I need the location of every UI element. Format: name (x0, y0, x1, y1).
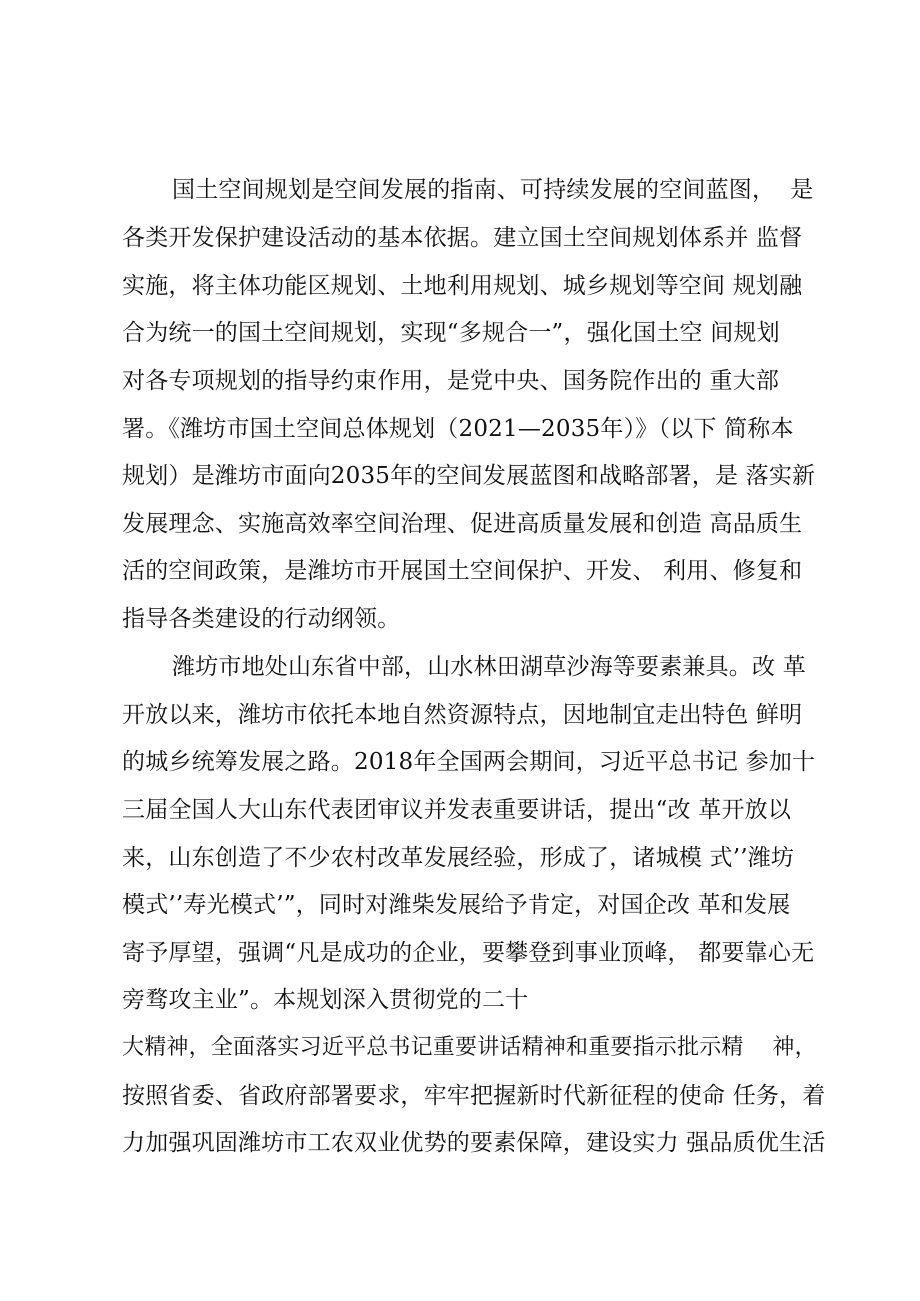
paragraph-2-line-2: 开放以来，潍坊市依托本地自然资源特点，因地制宜走出特色 鲜明 (122, 702, 803, 728)
paragraph-1-line-4: 合为统一的国土空间规划，实现“多规合一”，强化国土空 间规划 (122, 320, 780, 346)
paragraph-2-line-7: 寄予厚望，强调“凡是成功的企业，要攀登到事业顶峰， 都要靠心无 (122, 940, 815, 966)
paragraph-2-line-5: 来，山东创造了不少农村改革发展经验，形成了，诸城模 式’’潍坊 (122, 845, 795, 871)
paragraph-1-line-10: 指导各类建设的行动纲领。 (122, 606, 401, 632)
paragraph-1-line-9: 活的空间政策，是潍坊市开展国土空间保护、开发、 利用、修复和 (122, 558, 803, 584)
paragraph-2-line-10: 按照省委、省政府部署要求，牢牢把握新时代新征程的使命 任务，着 (122, 1083, 826, 1109)
paragraph-2-line-9: 大精神，全面落实习近平总书记重要讲话精神和重要指示批示精 神， (122, 1035, 817, 1060)
paragraph-2-line-6: 模式’’寿光模式’”，同时对潍柴发展给予肯定，对国企改 革和发展 (122, 892, 791, 918)
paragraph-1-line-2: 各类开发保护建设活动的基本依据。建立国土空间规划体系并 监督 (122, 225, 803, 251)
paragraph-1-line-5: 对各专项规划的指导约束作用，是党中央、国务院作出的 重大部 (122, 368, 780, 394)
paragraph-2-line-11: 力加强巩固潍坊市工农双业优势的要素保障，建设实力 强品质优生活 (122, 1130, 826, 1156)
paragraph-2-line-8: 旁骛攻主业”。本规划深入贯彻党的二十 (122, 987, 529, 1013)
paragraph-1-line-8: 发展理念、实施高效率空间治理、促进高质量发展和创造 高品质生 (122, 511, 803, 537)
paragraph-1-line-6: 署。《潍坊市国土空间总体规划（2021—2035年）》（以下 简称本 (122, 416, 794, 442)
paragraph-1-line-3: 实施，将主体功能区规划、土地利用规划、城乡规划等空间 规划融 (122, 273, 803, 299)
paragraph-2-line-1: 潍坊市地处山东省中部，山水林田湖草沙海等要素兼具。改 革 (172, 654, 806, 680)
paragraph-1-line-7: 规划）是潍坊市面向2035年的空间发展蓝图和战略部署，是 落实新 (122, 463, 816, 489)
paragraph-1-line-1: 国土空间规划是空间发展的指南、可持续发展的空间蓝图， 是 (172, 177, 814, 203)
paragraph-2-line-4: 三届全国人大山东代表团审议并发表重要讲话，提出“改 革开放以 (122, 797, 792, 823)
paragraph-2-line-3: 的城乡统筹发展之路。2018年全国两会期间，习近平总书记 参加十 (122, 749, 816, 775)
